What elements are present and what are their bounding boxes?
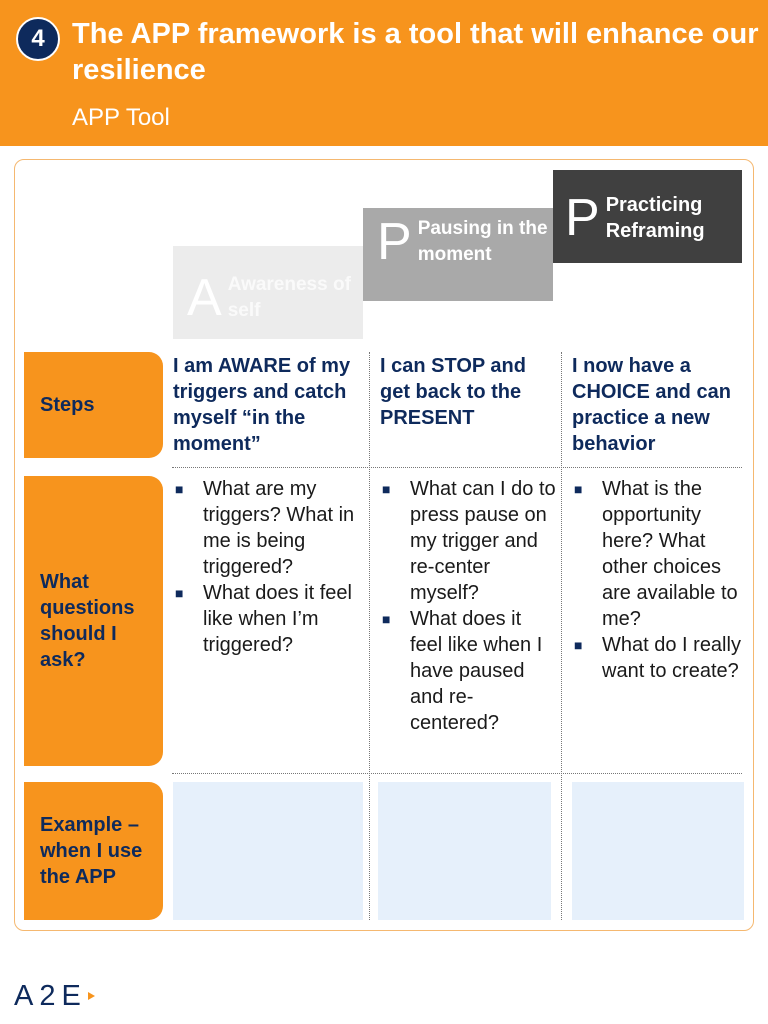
step-pausing: I can STOP and get back to the PRESENT bbox=[380, 355, 526, 429]
stair-letter: P bbox=[565, 189, 600, 247]
example-cell-practicing[interactable] bbox=[572, 782, 744, 920]
list-item bbox=[173, 580, 365, 658]
page-title: The APP framework is a tool that will enhance our resilience bbox=[72, 18, 759, 86]
stair-label: Pausing in the moment bbox=[417, 218, 548, 265]
stair-awareness bbox=[173, 246, 363, 339]
question-text: What do I really want to create? bbox=[602, 634, 741, 682]
column-divider bbox=[561, 352, 562, 920]
stair-pausing bbox=[363, 208, 553, 301]
question-text: What are my triggers? What in me is being triggered? bbox=[203, 478, 355, 578]
bullet-icon: ■ bbox=[175, 481, 184, 497]
list-item bbox=[173, 476, 365, 580]
stair-letter: P bbox=[377, 213, 412, 271]
stair-label: Practicing Reframing bbox=[605, 194, 705, 242]
bullet-icon: ■ bbox=[175, 585, 184, 601]
row-divider bbox=[172, 773, 742, 774]
page-subtitle: APP Tool bbox=[72, 104, 170, 131]
list-item bbox=[572, 476, 748, 632]
example-cell-awareness[interactable] bbox=[173, 782, 363, 920]
questions-practicing bbox=[572, 476, 748, 684]
bullet-icon: ■ bbox=[382, 481, 391, 497]
example-cell-pausing[interactable] bbox=[378, 782, 551, 920]
column-divider bbox=[369, 352, 370, 920]
bullet-icon: ■ bbox=[574, 481, 583, 497]
list-item bbox=[380, 476, 556, 606]
row-label-questions: What questions should I ask? bbox=[24, 476, 163, 766]
question-text: What does it feel like when I have paused and re-centered? bbox=[410, 608, 543, 734]
step-practicing: I now have a CHOICE and can practice a new behavior bbox=[572, 355, 731, 455]
row-divider bbox=[172, 467, 742, 468]
stair-letter: A bbox=[187, 269, 222, 327]
bullet-icon: ■ bbox=[382, 611, 391, 627]
brand-logo bbox=[14, 980, 87, 1013]
list-item bbox=[380, 606, 556, 736]
bullet-icon: ■ bbox=[574, 637, 583, 653]
header-banner bbox=[0, 0, 768, 146]
row-label-example: Example – when I use the APP bbox=[24, 782, 163, 920]
section-number-badge: 4 bbox=[16, 17, 60, 61]
questions-pausing bbox=[380, 476, 556, 736]
step-awareness: I am AWARE of my triggers and catch myself “in the moment” bbox=[173, 355, 351, 455]
list-item bbox=[572, 632, 748, 684]
stair-practicing bbox=[553, 170, 742, 263]
stair-label: Awareness of self bbox=[227, 274, 351, 321]
question-text: What is the opportunity here? What other choices are available to me? bbox=[602, 478, 738, 630]
question-text: What can I do to press pause on my trigger and re-center myself? bbox=[410, 478, 556, 604]
question-text: What does it feel like when I’m triggered? bbox=[203, 582, 352, 656]
logo-text: A2E bbox=[14, 980, 87, 1012]
row-label-steps: Steps bbox=[24, 352, 163, 458]
logo-arrow-icon bbox=[88, 992, 95, 1000]
questions-awareness bbox=[173, 476, 365, 658]
